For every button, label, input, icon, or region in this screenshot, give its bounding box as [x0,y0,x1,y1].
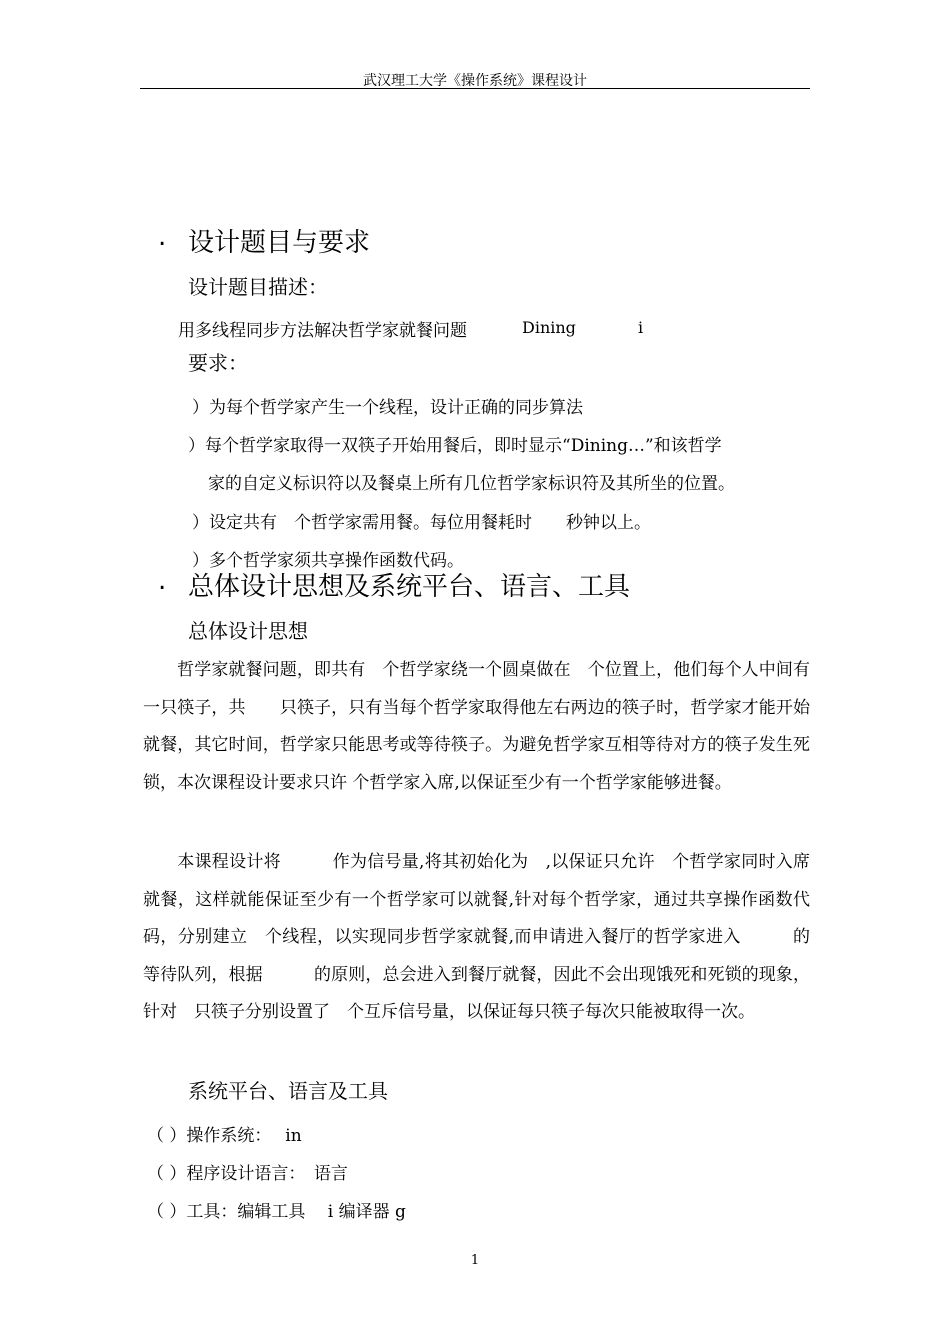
section2-subheading-platform: 系统平台、语言及工具 [188,1079,388,1103]
section1-subheading-desc: 设计题目描述： [188,275,328,299]
paragraph-1-text: 哲学家就餐问题，即共有 个哲学家绕一个圆桌做在 个位置上，他们每个人中间有一只筷子，共 只筷子，只有当每个哲学家取得他左右两边的筷子时，哲学家才能开始就餐，其它时间，哲学家只能思考或等待筷子。为避免哲学家互相等待对方的筷子发生死锁，本次课程设计要求只许 个哲学家入席,以保证至少有一个哲学家能够进餐。 [143,660,810,793]
section1-heading: 设计题目与要求 [188,228,371,258]
desc-tail: i [638,318,644,337]
requirement-2-line2: 家的自定义标识符以及餐桌上所有几位哲学家标识符及其所坐的位置。 [208,474,735,494]
section2-subheading-idea: 总体设计思想 [188,619,308,643]
platform-item-os: （ ）操作系统： in [147,1126,302,1146]
requirement-3: ）设定共有 个哲学家需用餐。每位用餐耗时 秒钟以上。 [192,513,651,533]
requirement-1: ）为每个哲学家产生一个线程，设计正确的同步算法 [192,398,583,418]
requirement-4: ）多个哲学家须共享操作函数代码。 [192,551,464,571]
requirement-2-line1: ）每个哲学家取得一双筷子开始用餐后，即时显示“Dining…”和该哲学 [188,436,722,456]
paragraph-2-text: 本课程设计将 作为信号量,将其初始化为 ,以保证只允许 个哲学家同时入席就餐，这样就能保证至少有一个哲学家可以就餐,针对每个哲学家，通过共享操作函数代码，分别建立 个线程，以实现同步哲学家就餐,而申请进入餐厅的哲学家进入 的等待队列，根据 的原则，总会进入到餐厅就餐，因此不会出现饿死和死锁的现象，针对 只筷子分别设置了 个互斥信号量，以保证每只筷子每次只能被取得一次。 [143,852,810,1022]
platform-item-tools: （ ）工具：编辑工具 i 编译器 g [147,1202,406,1222]
paragraph-2 [143,844,810,1032]
page-header-title: 武汉理工大学《操作系统》课程设计 [363,73,587,89]
section2-bullet: . [158,566,167,596]
section1-subheading-req: 要求： [188,351,248,375]
header-divider [140,88,810,89]
desc-text: 用多线程同步方法解决哲学家就餐问题 [178,321,467,341]
section1-bullet: . [158,222,167,252]
section2-heading: 总体设计思想及系统平台、语言、工具 [188,572,631,602]
page-number: 1 [470,1253,480,1268]
paragraph-1 [143,652,810,802]
platform-item-language: （ ）程序设计语言： 语言 [147,1164,348,1184]
desc-english: Dining [522,318,576,337]
